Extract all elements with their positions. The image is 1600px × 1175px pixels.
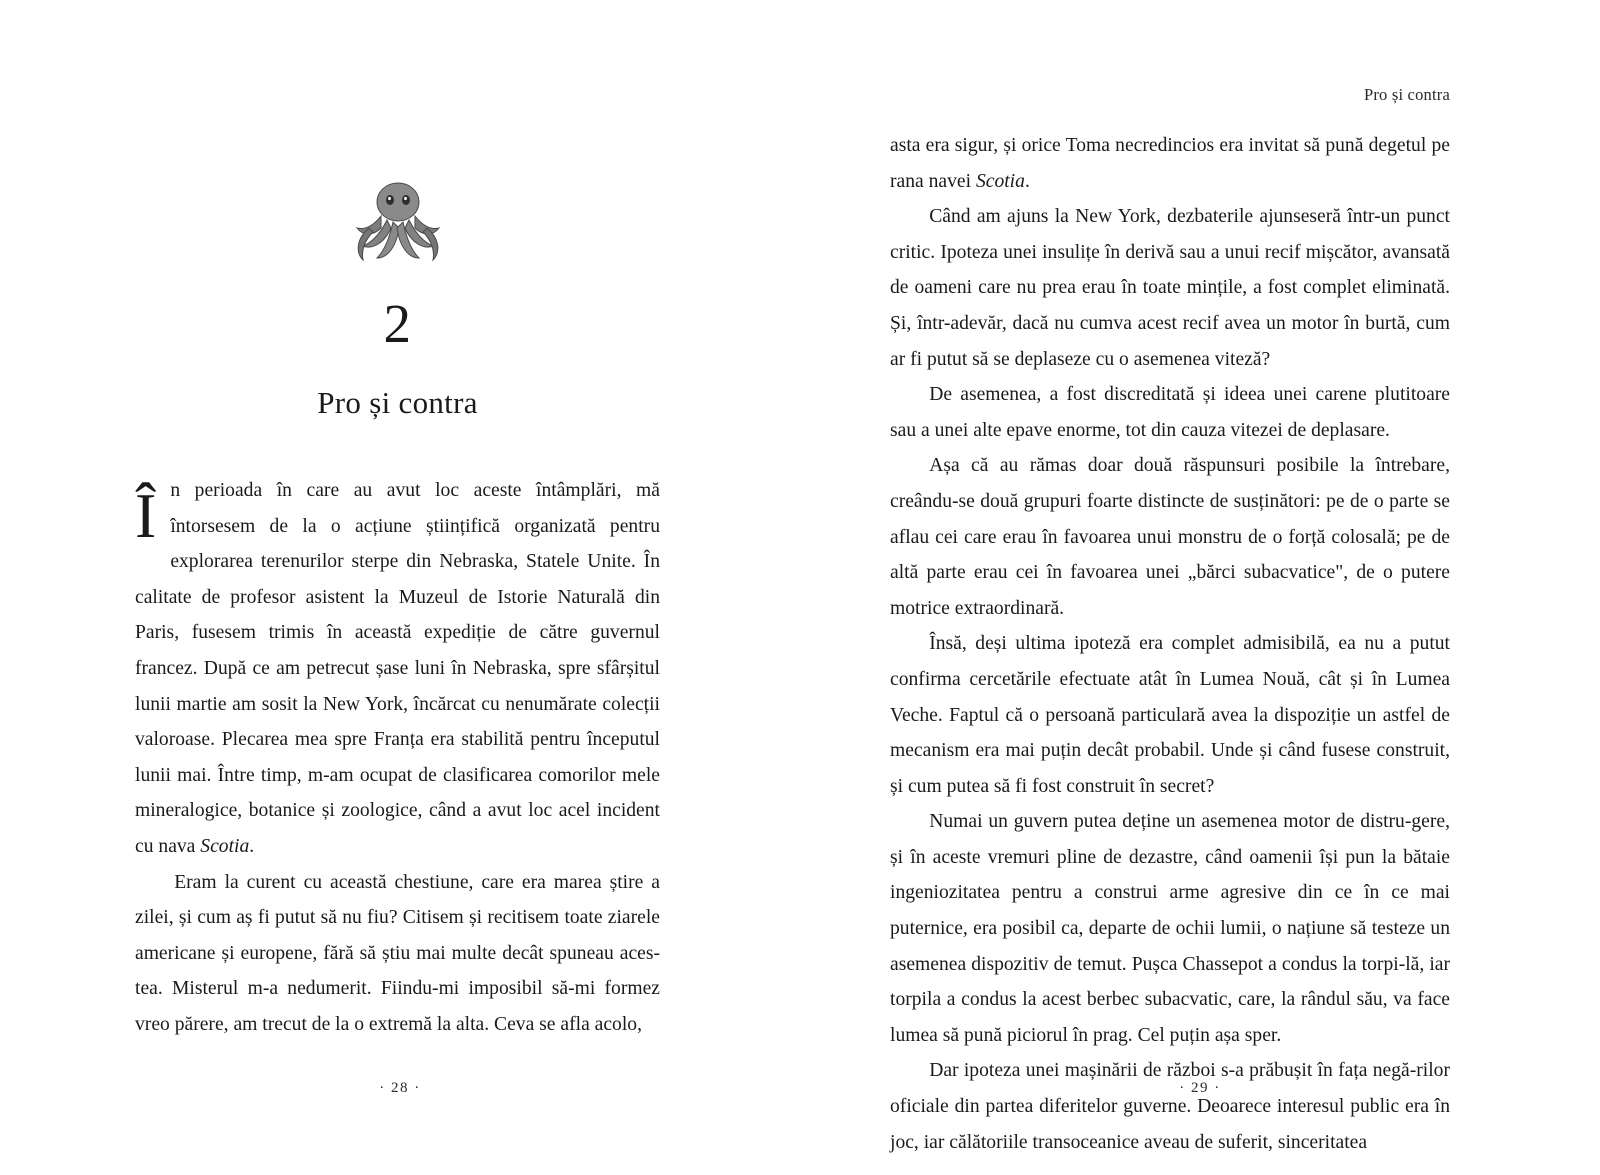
paragraph-text: asta era sigur, și orice Toma necredincios era invitat să pună degetul pe rana navei bbox=[890, 135, 1450, 192]
paragraph bbox=[890, 128, 1450, 199]
paragraph: Însă, deși ultima ipoteză era complet admisibilă, ea nu a putut confirma cercetările efectuate atât în Lumea Nouă, cât și în Lumea Veche. Faptul că o persoană particulară avea la dispoziție un astfel de mecanism era mai puțin decât probabil. Unde și când fusese construit, și cum putea să fi fost construit în secret? bbox=[890, 633, 1450, 797]
paragraph: Eram la curent cu această chestiune, care era marea știre a zilei, și cum aș fi putut să nu fiu? Citisem și recitisem toate ziarele americane și europene, fără să știu mai multe decât spuneau aces-tea. Misterul m-a nedumerit. Fiindu-mi imposibil să-mi formez vreo părere, am trecut de la o extremă la alta. Ceva se afla acolo, bbox=[135, 871, 660, 1035]
paragraph: De asemenea, a fost discreditată și ideea unei carene plutitoare sau a unei alte epave enorme, tot din cauza vitezei de deplasare. bbox=[890, 384, 1450, 441]
chapter-title: Pro și contra bbox=[317, 385, 478, 420]
chapter-number: 2 bbox=[383, 293, 412, 354]
ship-name: Scotia bbox=[200, 835, 250, 857]
running-head: Pro și contra bbox=[1363, 85, 1450, 104]
paragraph-tail: . bbox=[1024, 170, 1030, 192]
left-body-text bbox=[135, 473, 660, 1043]
paragraph-text: n perioada în care au avut loc aceste întâmplări, mă întorsesem de la o acțiune științifică organizată pentru explorarea terenurilor sterpe din Nebraska, Statele Unite. În calitate de profesor asistent la Muzeul de Istorie Naturală din Paris, fusesem trimis în această expediție de către guvernul francez. După ce am petrecut șase luni în Nebraska, spre sfârșitul lunii martie am sosit la New York, încărcat cu nenumărate colecții valoroase. Plecarea mea spre Franța era stabilită pentru începutul lunii mai. Între timp, m-am ocupat de clasificarea comorilor mele mineralogice, botanice și zoologice, când a avut loc acel incident cu nava bbox=[135, 480, 660, 857]
ship-name: Scotia bbox=[975, 170, 1025, 192]
octopus-icon bbox=[343, 170, 453, 266]
paragraph: Așa că au rămas doar două răspunsuri posibile la întrebare, creându-se două grupuri foarte distincte de susținători: pe de o parte se aflau cei care erau în favoarea unui monstru de o forță colosală; pe de altă parte erau cei în favoarea unei „bărci subacvatice", de o putere motrice extraordinară. bbox=[890, 455, 1450, 619]
chapter-opener bbox=[135, 0, 660, 421]
right-page bbox=[800, 0, 1600, 1175]
page-number: · 28 · bbox=[379, 1080, 421, 1096]
paragraph bbox=[135, 473, 660, 865]
paragraph: Dar ipoteza unei mașinării de război s-a prăbușit în fața negă-rilor oficiale din partea diferitelor guverne. Deoarece interesul public era în joc, iar călătoriile transoceanice aveau de suferit, sinceritatea bbox=[890, 1060, 1450, 1153]
paragraph: Când am ajuns la New York, dezbaterile ajunseseră într-un punct critic. Ipoteza unei insulițe în derivă sau a unui recif mișcător, avansată de oameni care nu prea erau în toate mințile, a fost complet eliminată. Și, într-adevăr, dacă nu cumva acest recif avea un motor în burtă, cum ar fi putut să se deplaseze cu o asemenea viteză? bbox=[890, 206, 1450, 370]
right-body-text bbox=[890, 0, 1450, 1160]
drop-cap: Î bbox=[135, 480, 157, 551]
paragraph-tail: . bbox=[249, 835, 255, 857]
page-number: · 29 · bbox=[1179, 1080, 1221, 1096]
paragraph: Numai un guvern putea deține un asemenea motor de distru-gere, și în aceste vremuri pline de dezastre, când oamenii își pun la bătaie ingeniozitatea pentru a construi arme agresive din ce în ce mai puternice, era posibil ca, departe de ochii lumii, o națiune să testeze un asemenea dispozitiv de temut. Pușca Chassepot a condus la torpi-lă, iar torpila a condus la acest berbec subacvatic, care, la rândul său, va face lumea să pună piciorul în prag. Cel puțin așa sper. bbox=[890, 811, 1450, 1046]
